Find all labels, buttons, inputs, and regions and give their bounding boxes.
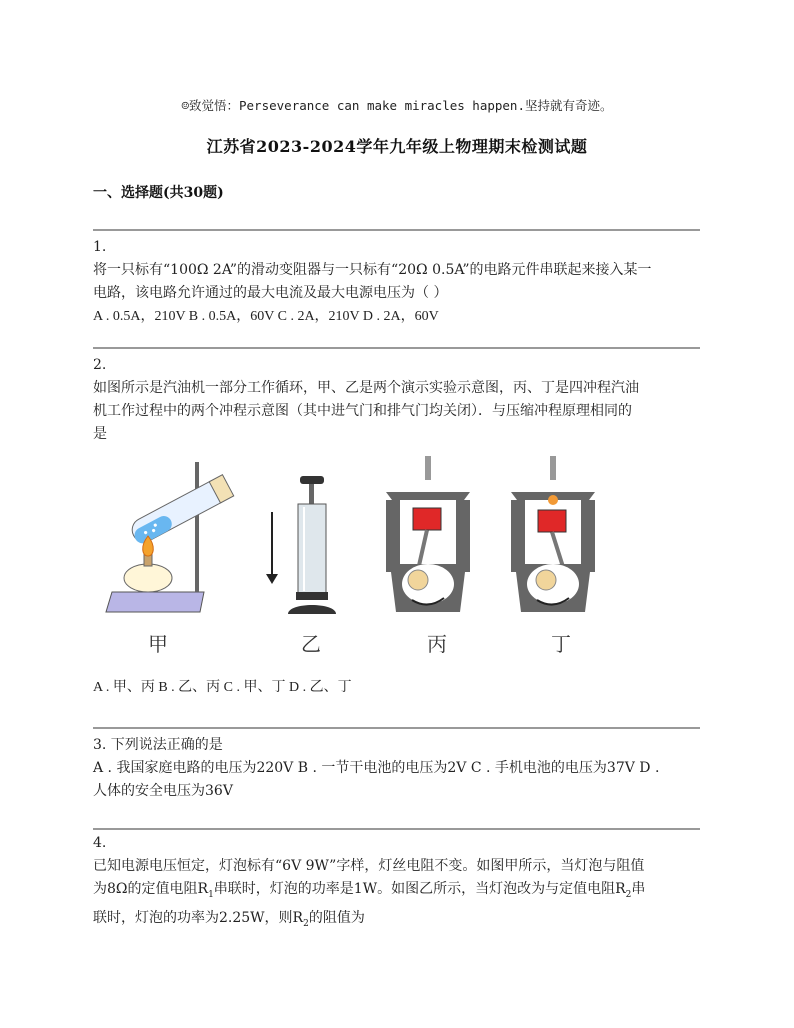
question-text-line: 联时，灯泡的功率为2.25W，则$R_2$的阻值为: [93, 909, 365, 929]
question-text-line: 人体的安全电压为36V: [93, 783, 233, 799]
figure-label-jia: 甲: [148, 632, 168, 656]
question-3: [93, 734, 703, 803]
question-text-line: A . 我国家庭电路的电压为220V B . 一节干电池的电压为2V C . 手机电池的电压为37V D .: [93, 760, 660, 776]
question-1: [93, 236, 703, 328]
question-text-line: 为8Ω的定值电阻$R_1$串联时，灯泡的功率是1W。如图乙所示，当灯泡改为与定值电阻$R_2$串: [93, 881, 646, 900]
question-number: 2.: [93, 357, 107, 373]
engine-stroke-figure-ding: [511, 456, 595, 612]
answer-options: A . 0.5A，210V B . 0.5A，60V C . 2A，210V D . 2A，60V: [93, 309, 439, 324]
figure-label-ding: 丁: [551, 632, 571, 656]
question-text-line: 是: [93, 426, 107, 442]
answer-options: A . 甲、丙 B . 乙、丙 C . 甲、丁 D . 乙、丁: [93, 680, 352, 695]
divider: [93, 727, 700, 729]
section-heading: 一、选择题(共30题): [93, 185, 224, 201]
page-title: 江苏省2023-2024学年九年级上物理期末检测试题: [206, 137, 588, 156]
divider: [93, 828, 700, 830]
question-number: 1.: [93, 239, 107, 255]
question-text-line: 如图所示是汽油机一部分工作循环，甲、乙是两个演示实验示意图，丙、丁是四冲程汽油: [93, 380, 639, 396]
question-text-line: 机工作过程中的两个冲程示意图（其中进气门和排气门均关闭）．与压缩冲程原理相同的: [93, 403, 632, 419]
experiment-figures: [100, 452, 600, 662]
question-4: [93, 832, 703, 936]
divider: [93, 347, 700, 349]
test-tube-heating-figure: [106, 462, 234, 612]
question-2: [93, 354, 703, 446]
question-number: 4.: [93, 835, 107, 851]
question-text-line: 已知电源电压恒定，灯泡标有“6V 9W”字样，灯丝电阻不变。如图甲所示，当灯泡与阻值: [93, 858, 645, 874]
air-compression-cylinder-figure: [266, 476, 336, 614]
engine-stroke-figure-bing: [386, 456, 470, 612]
question-text-line: 将一只标有“100Ω 2A”的滑动变阻器与一只标有“20Ω 0.5A”的电路元件串联起来接入某一: [93, 262, 652, 278]
question-text-line: 3. 下列说法正确的是: [93, 737, 223, 753]
figure-label-bing: 丙: [427, 632, 447, 656]
divider: [93, 229, 700, 231]
figure-label-yi: 乙: [301, 632, 321, 656]
motto: ☺致觉悟：Perseverance can make miracles happen.坚持就有奇迹。: [181, 98, 613, 113]
question-text-line: 电路，该电路允许通过的最大电流及最大电源电压为（ ）: [93, 285, 448, 301]
